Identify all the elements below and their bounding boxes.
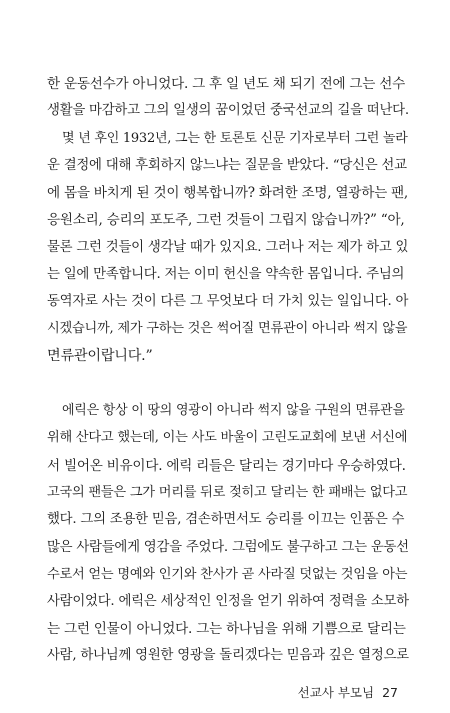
text-line: 물론 그런 것들이 생각날 때가 있지요. 그러나 저는 제가 하고 있 — [47, 240, 409, 255]
text-line: 는 그런 인물이 아니었다. 그는 하나님을 위해 기쁨으로 달리는 — [47, 621, 406, 637]
text-line: 동역자로 사는 것이 다른 그 무엇보다 더 가치 있는 일입니다. 아 — [47, 294, 409, 309]
text-line: 시겠습니까, 제가 구하는 것은 썩어질 면류관이 아니라 썩지 않을 — [47, 321, 408, 336]
text-line: 사람, 하나님께 영원한 영광을 돌리겠다는 믿음과 깊은 열정으로 — [47, 648, 409, 663]
text-line: 위해 산다고 했는데, 이는 사도 바울이 고린도교회에 보낸 서신에 — [47, 430, 408, 445]
text-line: 에 몸을 바치게 된 것이 행복합니까? 화려한 조명, 열광하는 팬, — [47, 185, 408, 201]
text-line: 에릭은 항상 이 땅의 영광이 아니라 썩지 않을 구원의 면류관을 — [62, 403, 405, 418]
text-line: 면류관이랍니다.” — [47, 348, 153, 364]
text-line: 서 빌어온 비유이다. 에릭 리들은 달리는 경기마다 우승하였다. — [47, 458, 406, 474]
text-line: 했다. 그의 조용한 믿음, 겸손하면서도 승리를 이끄는 인품은 수 — [47, 512, 405, 527]
page-number: 27 — [382, 685, 398, 700]
text-line: 응원소리, 승리의 포도주, 그런 것들이 그립지 않습니까?” “아, — [47, 212, 405, 228]
text-line: 생활을 마감하고 그의 일생의 꿈이었던 중국선교의 길을 떠난다. — [47, 103, 409, 118]
text-line: 고국의 팬들은 그가 머리를 뒤로 젖히고 달리는 한 패배는 없다고 — [47, 485, 408, 500]
text-line: 운 결정에 대해 후회하지 않느냐는 질문을 받았다. “당신은 선교 — [47, 158, 407, 173]
page-footer — [298, 683, 398, 701]
text-line: 한 운동선수가 아니었다. 그 후 일 년도 채 되기 전에 그는 선수 — [47, 76, 406, 92]
text-line: 수로서 얻는 명예와 인기와 찬사가 곧 사라질 덧없는 것임을 아는 — [47, 567, 408, 582]
text-line: 는 일에 만족합니다. 저는 이미 헌신을 약속한 몸입니다. 주님의 — [47, 267, 405, 282]
text-line: 많은 사람들에게 영감을 주었다. 그럼에도 불구하고 그는 운동선 — [47, 540, 409, 555]
text-line: 몇 년 후인 1932년, 그는 한 토론토 신문 기자로부터 그런 놀라 — [62, 131, 408, 146]
text-line: 사람이었다. 에릭은 세상적인 인정을 얻기 위하여 정력을 소모하 — [47, 594, 409, 609]
running-header: 선교사 부모님 — [297, 685, 375, 700]
